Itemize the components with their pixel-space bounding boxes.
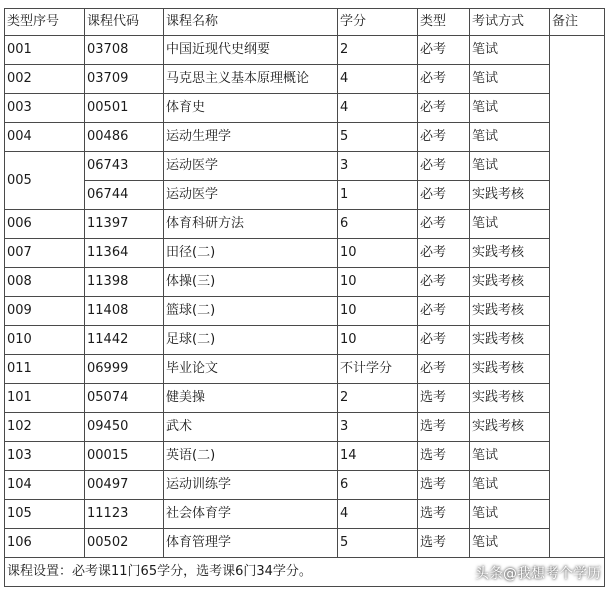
cell-code: 11123 <box>85 500 164 529</box>
cell-code: 11397 <box>85 210 164 239</box>
cell-name: 运动医学 <box>164 181 338 210</box>
table-row <box>5 152 605 181</box>
cell-note <box>550 36 605 558</box>
cell-type: 选考 <box>418 471 470 500</box>
cell-credit: 2 <box>338 36 418 65</box>
cell-code: 00502 <box>85 529 164 558</box>
cell-exam: 实践考核 <box>470 297 550 326</box>
cell-exam: 实践考核 <box>470 413 550 442</box>
table-row <box>5 239 605 268</box>
cell-credit: 14 <box>338 442 418 471</box>
cell-credit: 2 <box>338 384 418 413</box>
cell-code: 09450 <box>85 413 164 442</box>
cell-code: 05074 <box>85 384 164 413</box>
cell-type: 必考 <box>418 65 470 94</box>
cell-seq: 104 <box>5 471 85 500</box>
cell-name: 运动训练学 <box>164 471 338 500</box>
cell-type: 必考 <box>418 94 470 123</box>
cell-name: 体育科研方法 <box>164 210 338 239</box>
header-exam: 考试方式 <box>470 9 550 36</box>
cell-seq: 011 <box>5 355 85 384</box>
cell-type: 必考 <box>418 355 470 384</box>
cell-code: 03709 <box>85 65 164 94</box>
cell-exam: 笔试 <box>470 500 550 529</box>
cell-seq: 009 <box>5 297 85 326</box>
table-row <box>5 471 605 500</box>
cell-type: 选考 <box>418 442 470 471</box>
cell-exam: 笔试 <box>470 471 550 500</box>
cell-name: 中国近现代史纲要 <box>164 36 338 65</box>
cell-name: 田径(二) <box>164 239 338 268</box>
cell-seq: 102 <box>5 413 85 442</box>
cell-exam: 笔试 <box>470 123 550 152</box>
cell-type: 必考 <box>418 36 470 65</box>
cell-name: 运动医学 <box>164 152 338 181</box>
cell-code: 00015 <box>85 442 164 471</box>
cell-exam: 笔试 <box>470 65 550 94</box>
cell-exam: 实践考核 <box>470 181 550 210</box>
cell-exam: 实践考核 <box>470 326 550 355</box>
cell-credit: 1 <box>338 181 418 210</box>
cell-type: 必考 <box>418 181 470 210</box>
cell-name: 体育史 <box>164 94 338 123</box>
cell-credit: 5 <box>338 123 418 152</box>
cell-seq: 007 <box>5 239 85 268</box>
cell-type: 必考 <box>418 326 470 355</box>
footer-summary: 课程设置：必考课11门65学分，选考课6门34学分。 <box>5 558 605 587</box>
header-name: 课程名称 <box>164 9 338 36</box>
table-row <box>5 500 605 529</box>
cell-type: 必考 <box>418 152 470 181</box>
cell-name: 马克思主义基本原理概论 <box>164 65 338 94</box>
table-row <box>5 210 605 239</box>
cell-name: 体操(三) <box>164 268 338 297</box>
cell-type: 必考 <box>418 268 470 297</box>
cell-exam: 实践考核 <box>470 355 550 384</box>
cell-credit: 5 <box>338 529 418 558</box>
cell-exam: 实践考核 <box>470 239 550 268</box>
cell-code: 00497 <box>85 471 164 500</box>
cell-credit: 10 <box>338 297 418 326</box>
cell-name: 毕业论文 <box>164 355 338 384</box>
cell-credit: 10 <box>338 268 418 297</box>
cell-seq: 006 <box>5 210 85 239</box>
cell-exam: 笔试 <box>470 210 550 239</box>
cell-credit: 10 <box>338 239 418 268</box>
cell-seq: 002 <box>5 65 85 94</box>
table-row <box>5 181 605 210</box>
cell-seq: 103 <box>5 442 85 471</box>
cell-code: 06999 <box>85 355 164 384</box>
watermark: 头条@我想考个学历 <box>475 566 601 582</box>
cell-exam: 笔试 <box>470 529 550 558</box>
table-row <box>5 297 605 326</box>
cell-name: 足球(二) <box>164 326 338 355</box>
table-row <box>5 65 605 94</box>
header-type: 类型 <box>418 9 470 36</box>
cell-code: 03708 <box>85 36 164 65</box>
cell-code: 11442 <box>85 326 164 355</box>
header-note: 备注 <box>550 9 605 36</box>
cell-seq: 004 <box>5 123 85 152</box>
header-row <box>5 9 605 36</box>
cell-credit: 3 <box>338 152 418 181</box>
cell-credit: 4 <box>338 65 418 94</box>
cell-exam: 笔试 <box>470 442 550 471</box>
table-row <box>5 442 605 471</box>
cell-exam: 笔试 <box>470 36 550 65</box>
cell-type: 必考 <box>418 239 470 268</box>
cell-code: 00501 <box>85 94 164 123</box>
cell-name: 篮球(二) <box>164 297 338 326</box>
cell-credit: 4 <box>338 500 418 529</box>
cell-seq: 101 <box>5 384 85 413</box>
cell-type: 必考 <box>418 210 470 239</box>
cell-credit: 不计学分 <box>338 355 418 384</box>
cell-seq: 008 <box>5 268 85 297</box>
cell-name: 运动生理学 <box>164 123 338 152</box>
cell-type: 必考 <box>418 297 470 326</box>
cell-code: 06743 <box>85 152 164 181</box>
cell-credit: 6 <box>338 210 418 239</box>
cell-seq: 106 <box>5 529 85 558</box>
cell-seq: 003 <box>5 94 85 123</box>
header-credit: 学分 <box>338 9 418 36</box>
cell-credit: 6 <box>338 471 418 500</box>
table-row <box>5 384 605 413</box>
cell-name: 社会体育学 <box>164 500 338 529</box>
cell-code: 11408 <box>85 297 164 326</box>
cell-exam: 笔试 <box>470 152 550 181</box>
cell-credit: 3 <box>338 413 418 442</box>
cell-type: 选考 <box>418 529 470 558</box>
cell-name: 武术 <box>164 413 338 442</box>
cell-code: 00486 <box>85 123 164 152</box>
cell-code: 11398 <box>85 268 164 297</box>
cell-name: 健美操 <box>164 384 338 413</box>
cell-seq: 005 <box>5 152 85 210</box>
header-code: 课程代码 <box>85 9 164 36</box>
cell-seq: 105 <box>5 500 85 529</box>
table-row <box>5 413 605 442</box>
cell-type: 选考 <box>418 413 470 442</box>
cell-exam: 笔试 <box>470 94 550 123</box>
cell-name: 体育管理学 <box>164 529 338 558</box>
cell-name: 英语(二) <box>164 442 338 471</box>
cell-credit: 10 <box>338 326 418 355</box>
table-row <box>5 326 605 355</box>
table-row <box>5 94 605 123</box>
table-row <box>5 268 605 297</box>
cell-type: 必考 <box>418 123 470 152</box>
header-seq: 类型序号 <box>5 9 85 36</box>
cell-credit: 4 <box>338 94 418 123</box>
table-row <box>5 529 605 558</box>
cell-type: 选考 <box>418 500 470 529</box>
cell-code: 06744 <box>85 181 164 210</box>
table-row <box>5 355 605 384</box>
table-row <box>5 36 605 65</box>
table-row <box>5 123 605 152</box>
cell-seq: 010 <box>5 326 85 355</box>
cell-exam: 实践考核 <box>470 268 550 297</box>
cell-code: 11364 <box>85 239 164 268</box>
cell-type: 选考 <box>418 384 470 413</box>
cell-exam: 实践考核 <box>470 384 550 413</box>
course-table <box>4 8 605 587</box>
cell-seq: 001 <box>5 36 85 65</box>
